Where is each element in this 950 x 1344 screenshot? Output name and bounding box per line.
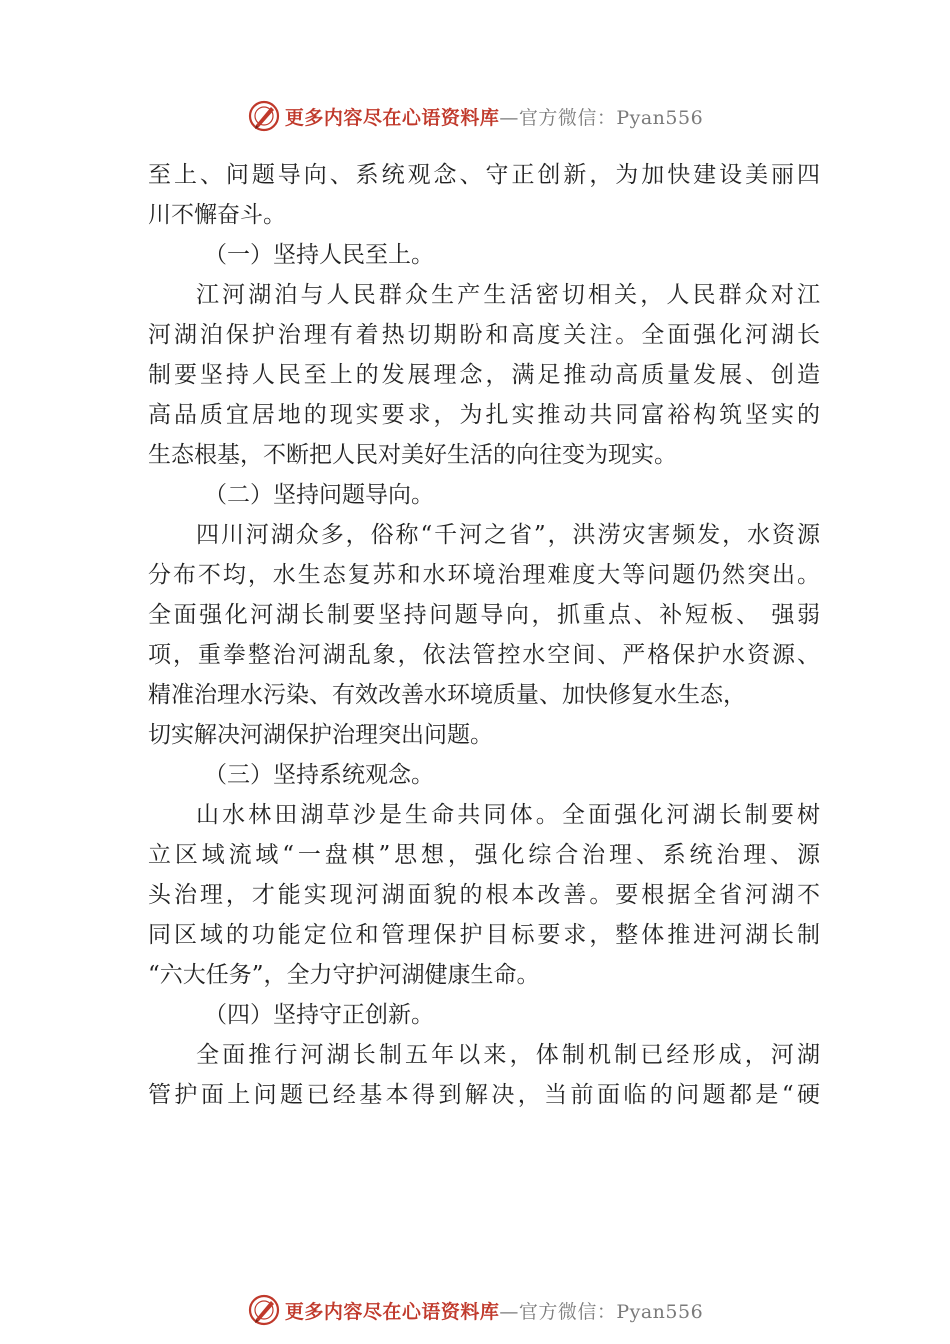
contact-text: 官方微信：Pyan556 bbox=[518, 106, 704, 129]
body-line: 管护面上问题已经基本得到解决，当前面临的问题都是“硬 bbox=[148, 1082, 820, 1108]
body-line: 江河湖泊与人民群众生产生活密切相关，人民群众对江 bbox=[196, 282, 820, 308]
body-line: 河湖泊保护治理有着热切期盼和高度关注。全面强化河湖长 bbox=[148, 322, 820, 348]
brand-text: 更多内容尽在心语资料库 bbox=[284, 106, 500, 129]
banner-dash: — bbox=[499, 106, 519, 129]
contact-text: 官方微信：Pyan556 bbox=[518, 1300, 704, 1323]
body-line: “六大任务”，全力守护河湖健康生命。 bbox=[148, 962, 540, 988]
body-line: 山水林田湖草沙是生命共同体。全面强化河湖长制要树 bbox=[196, 802, 820, 828]
section-heading-2: （二）坚持问题导向。 bbox=[204, 482, 434, 508]
body-line: 四川河湖众多，俗称“千河之省”，洪涝灾害频发，水资源 bbox=[196, 522, 820, 548]
pen-seal-icon bbox=[247, 1293, 281, 1327]
body-line: 切实解决河湖保护治理突出问题。 bbox=[148, 722, 493, 748]
body-line: 高品质宜居地的现实要求，为扎实推动共同富裕构筑坚实的 bbox=[148, 402, 820, 428]
footer-banner bbox=[0, 1288, 950, 1332]
body-line: 川不懈奋斗。 bbox=[148, 202, 286, 228]
footer-banner-text bbox=[285, 1297, 703, 1324]
body-line: 同区域的功能定位和管理保护目标要求，整体推进河湖长制 bbox=[148, 922, 820, 948]
brand-text: 更多内容尽在心语资料库 bbox=[284, 1300, 500, 1323]
body-line: 立区域流域“一盘棋”思想，强化综合治理、系统治理、源 bbox=[148, 842, 820, 868]
body-line: 分布不均，水生态复苏和水环境治理难度大等问题仍然突出。 bbox=[148, 562, 820, 588]
body-line: 生态根基，不断把人民对美好生活的向往变为现实。 bbox=[148, 442, 677, 468]
banner-dash: — bbox=[499, 1300, 519, 1323]
body-line: 项，重拳整治河湖乱象，依法管控水空间、严格保护水资源、 bbox=[148, 642, 820, 668]
body-line: 全面强化河湖长制要坚持问题导向，抓重点、补短板、 强弱 bbox=[148, 602, 820, 628]
section-heading-3: （三）坚持系统观念。 bbox=[204, 762, 434, 788]
body-line: 全面推行河湖长制五年以来，体制机制已经形成，河湖 bbox=[196, 1042, 820, 1068]
section-heading-4: （四）坚持守正创新。 bbox=[204, 1002, 434, 1028]
document-body bbox=[148, 155, 820, 1115]
body-line: 头治理，才能实现河湖面貌的根本改善。要根据全省河湖不 bbox=[148, 882, 820, 908]
body-line: 至上、问题导向、系统观念、守正创新，为加快建设美丽四 bbox=[148, 162, 820, 188]
body-line: 精准治理水污染、有效改善水环境质量、加快修复水生态， bbox=[148, 682, 746, 708]
body-line: 制要坚持人民至上的发展理念，满足推动高质量发展、创造 bbox=[148, 362, 820, 388]
section-heading-1: （一）坚持人民至上。 bbox=[204, 242, 434, 268]
header-banner-text bbox=[285, 103, 703, 130]
header-banner bbox=[0, 94, 950, 138]
pen-seal-icon bbox=[247, 99, 281, 133]
